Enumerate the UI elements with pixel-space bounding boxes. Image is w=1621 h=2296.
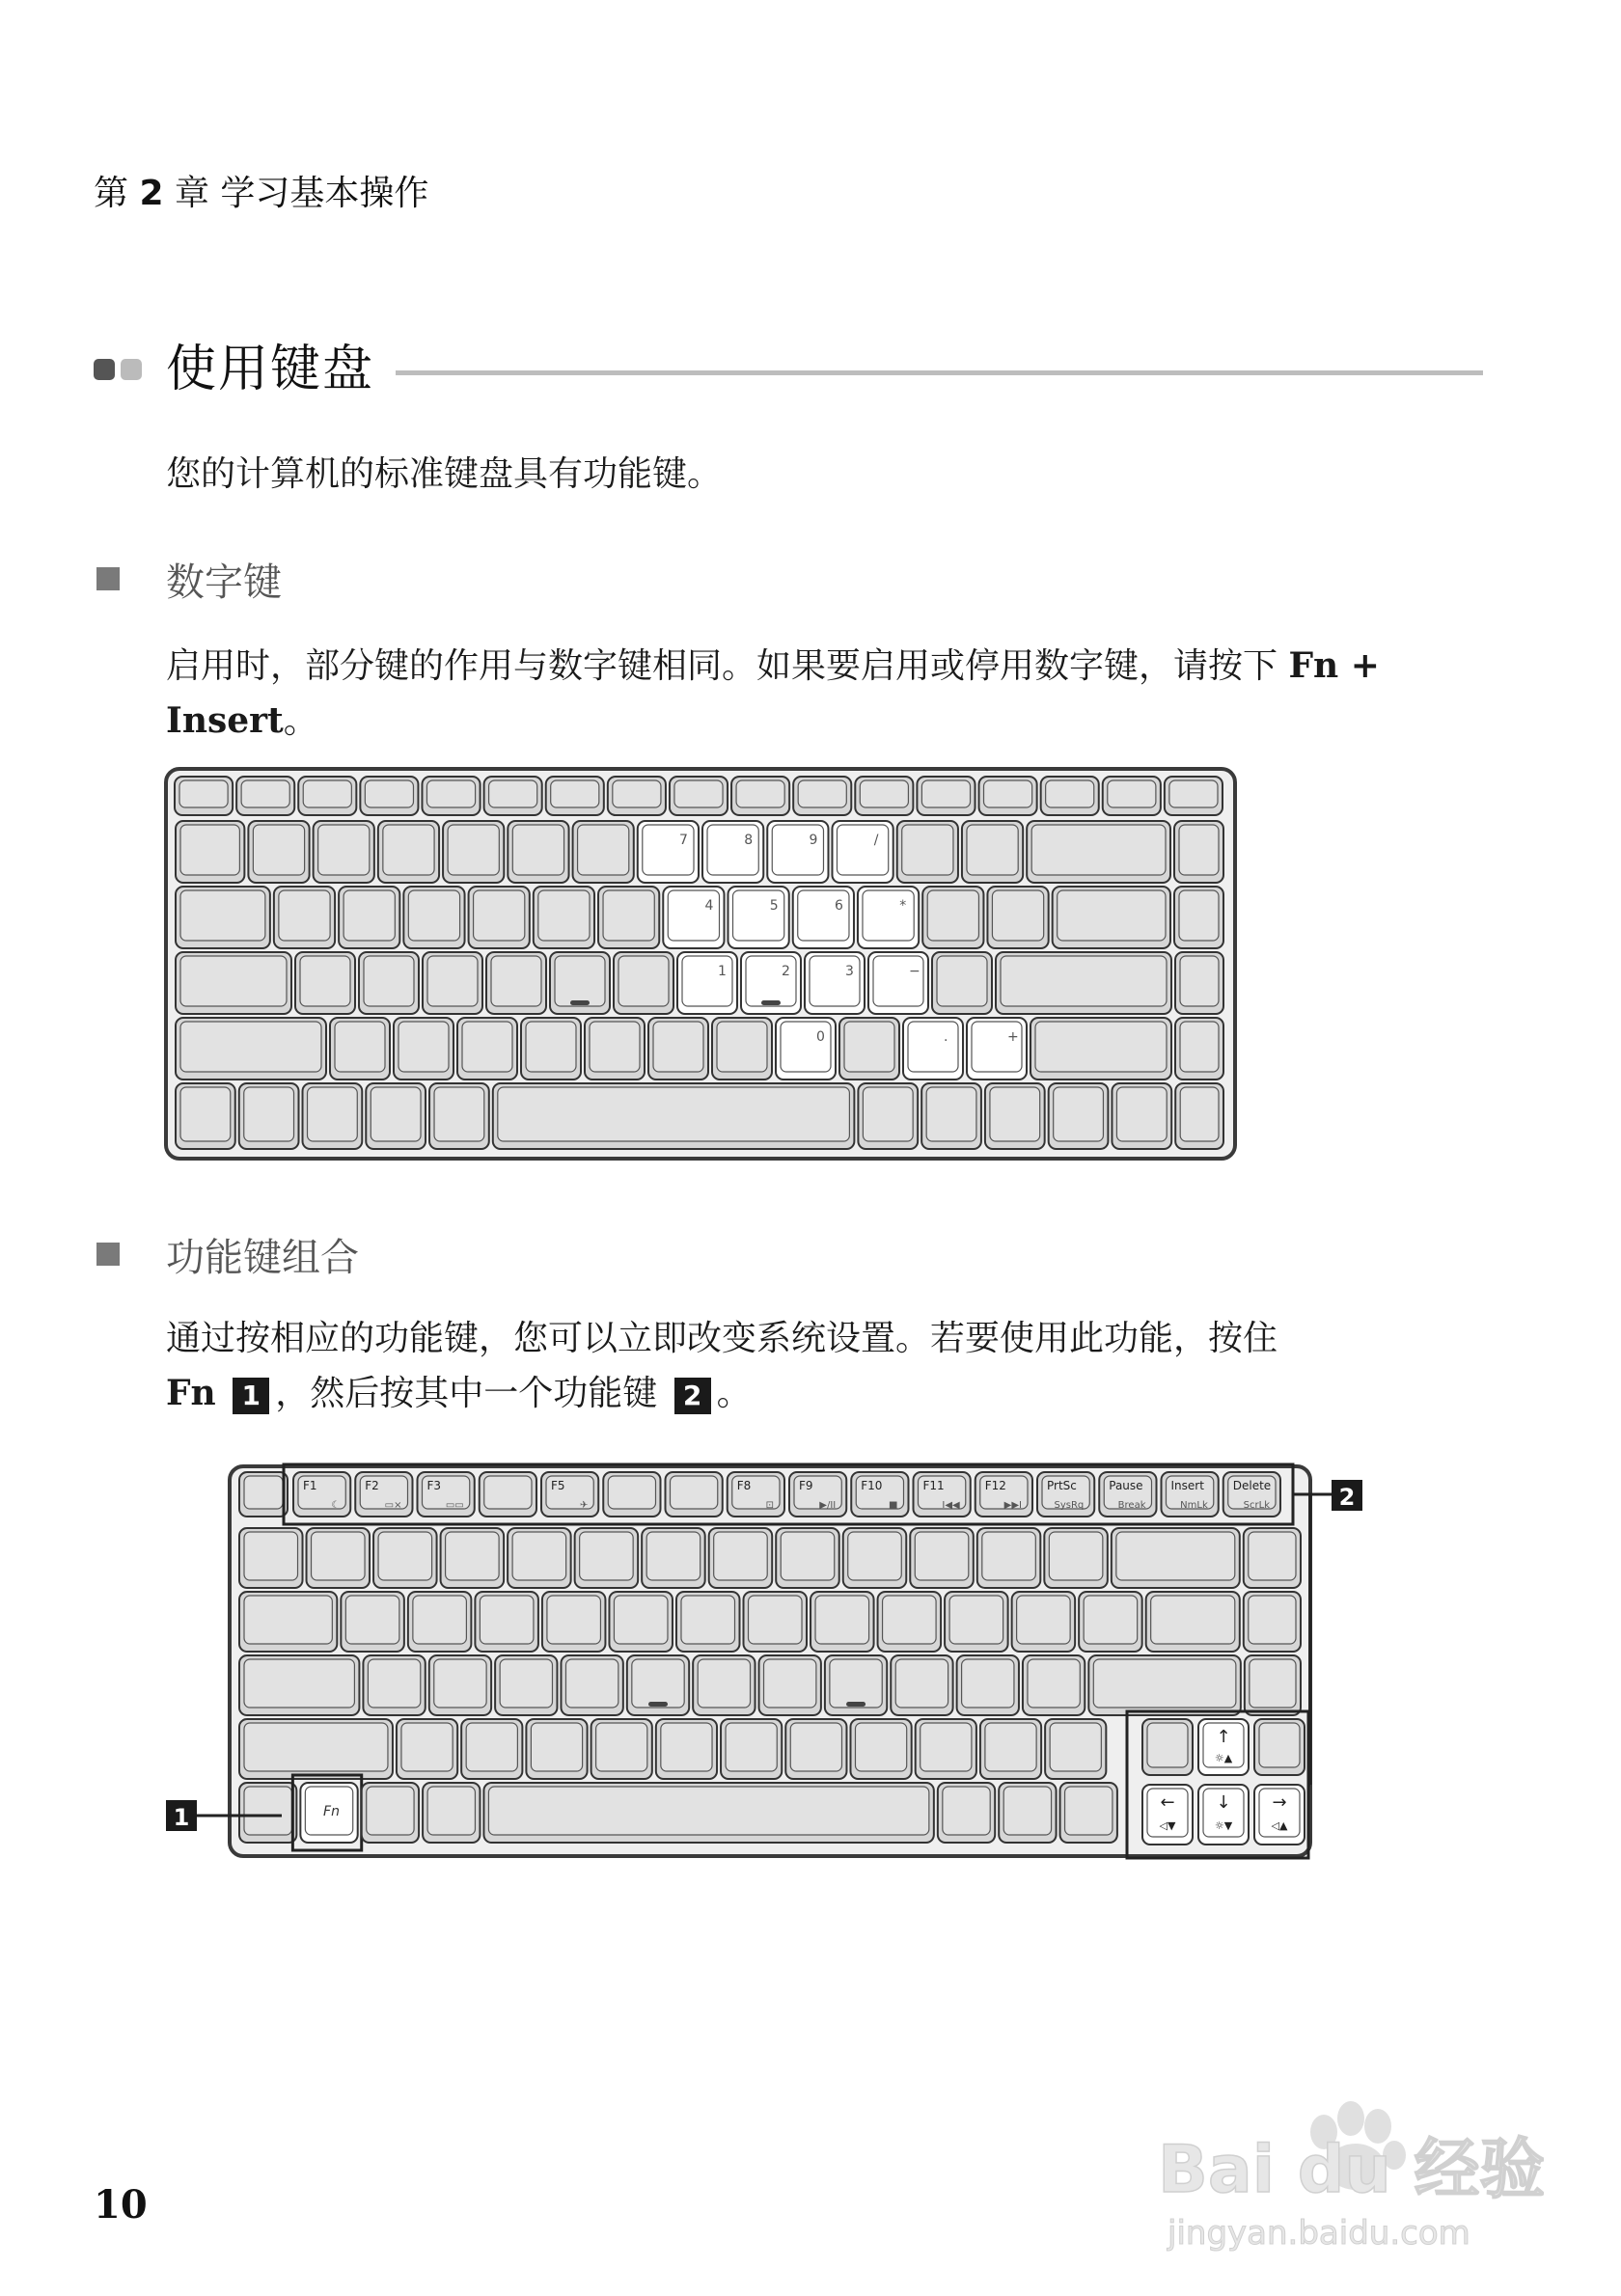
- key-cap: [1017, 1596, 1071, 1644]
- key-cap: [244, 1596, 332, 1644]
- key-cap: [614, 1596, 668, 1644]
- arrow-down-icon: ↓: [1216, 1792, 1231, 1813]
- key-cap: [1116, 1532, 1235, 1580]
- fkey-cap: [426, 780, 475, 807]
- key-cap: [962, 1659, 1014, 1708]
- key-cap: [698, 1659, 750, 1708]
- key-cap: [462, 1022, 512, 1072]
- key-cap: [538, 890, 590, 941]
- key-cap: [244, 1087, 294, 1141]
- numpad-key-label: +: [1007, 1029, 1019, 1045]
- key-cap: [764, 1659, 816, 1708]
- volume-up-icon: ◁▲: [1271, 1819, 1288, 1832]
- numpad-keyboard-diagram: [164, 767, 1237, 1161]
- chapter-prefix: 第: [94, 174, 140, 213]
- key-cap: [491, 956, 541, 1006]
- key-cap: [300, 956, 350, 1006]
- key-cap: [830, 1659, 882, 1708]
- key-cap: [244, 1723, 388, 1771]
- key-cap: [646, 1532, 701, 1580]
- fncombo-desc-end: 。: [716, 1374, 752, 1413]
- key-cap: [943, 1787, 990, 1835]
- fkey-cap: [798, 780, 846, 807]
- fncombo-desc-text: 通过按相应的功能键，您可以立即改变系统设置。若要使用此功能，按住: [166, 1319, 1278, 1358]
- fkey-cap: [179, 780, 228, 807]
- key-cap: [531, 1723, 582, 1771]
- homing-bump: [761, 1000, 781, 1005]
- key-cap: [902, 825, 953, 875]
- key-cap: [448, 825, 499, 875]
- key-cap: [632, 1659, 684, 1708]
- key-cap: [1180, 1022, 1219, 1072]
- key-cap: [1180, 1087, 1219, 1141]
- fkey-sub-label: ■: [889, 1500, 898, 1511]
- arrow-up-icon: ↑: [1216, 1727, 1231, 1747]
- numpad-key-label: −: [909, 964, 920, 979]
- key-cap: [982, 1532, 1036, 1580]
- key-cap: [446, 1532, 500, 1580]
- key-cap: [990, 1087, 1040, 1141]
- key-cap: [413, 1596, 467, 1644]
- key-cap: [1179, 825, 1219, 875]
- key-cap: [383, 825, 434, 875]
- fkey-cap: [551, 780, 599, 807]
- fkey-sub-label: ▶▶I: [1003, 1500, 1022, 1511]
- fncombo-desc-fn: Fn: [166, 1373, 216, 1413]
- key-cap: [790, 1723, 841, 1771]
- section-dots-icon: [94, 359, 148, 380]
- key-cap: [985, 1723, 1036, 1771]
- key-cap: [512, 825, 563, 875]
- fkey-cap: [1046, 780, 1094, 807]
- numpad-key-label: 0: [816, 1029, 825, 1045]
- key-cap: [180, 1087, 231, 1141]
- fn-key-label: Fn: [323, 1804, 340, 1819]
- key-cap: [547, 1596, 601, 1644]
- fkey-label: Pause: [1109, 1479, 1143, 1492]
- numpad-desc-fn: Fn +: [1288, 645, 1380, 686]
- fkey-label: F10: [861, 1479, 883, 1492]
- numpad-key-label: 5: [769, 898, 779, 914]
- key-cap: [681, 1596, 735, 1644]
- key-cap: [498, 1087, 850, 1141]
- key-cap: [180, 1022, 321, 1072]
- chapter-title: 章 学习基本操作: [163, 174, 429, 213]
- key-cap: [244, 1787, 291, 1835]
- numpad-key-label: /: [873, 833, 879, 848]
- key-cap: [335, 1022, 385, 1072]
- key-cap: [661, 1723, 712, 1771]
- badge-1: 1: [233, 1378, 269, 1414]
- key-cap: [1249, 1596, 1296, 1644]
- fkey-cap: [241, 780, 289, 807]
- key-cap: [480, 1596, 534, 1644]
- key-cap: [364, 956, 414, 1006]
- key-cap: [653, 1022, 703, 1072]
- key-cap: [618, 956, 669, 1006]
- brightness-down-icon: ☼▼: [1214, 1819, 1233, 1832]
- key-cap: [717, 1022, 767, 1072]
- key-cap: [1054, 1087, 1104, 1141]
- key-cap: [555, 956, 605, 1006]
- key-cap: [345, 1596, 399, 1644]
- numpad-key-label: .: [944, 1029, 948, 1045]
- numpad-key-label: *: [899, 898, 907, 914]
- callout-1-number: 1: [173, 1804, 190, 1831]
- key-cap: [1028, 1659, 1080, 1708]
- key-cap: [244, 1659, 354, 1708]
- key-cap: [992, 890, 1043, 941]
- numpad-key-label: 3: [845, 964, 854, 979]
- homing-bump: [570, 1000, 590, 1005]
- key-cap: [565, 1659, 618, 1708]
- watermark-brand: Bai du 经验: [1158, 2132, 1544, 2208]
- key-cap: [1003, 1787, 1051, 1835]
- key-cap: [967, 825, 1018, 875]
- key-cap: [512, 1532, 566, 1580]
- key-cap: [488, 1787, 928, 1835]
- fkey-cap: [484, 1476, 532, 1509]
- fkey-label: F8: [736, 1479, 752, 1492]
- key-cap: [1050, 1723, 1101, 1771]
- page-number: 10: [94, 2182, 148, 2228]
- fkey-cap: [489, 780, 537, 807]
- key-cap: [367, 1787, 414, 1835]
- numpad-key-cap: [863, 890, 914, 941]
- key-cap: [180, 890, 265, 941]
- intro-paragraph: 您的计算机的标准键盘具有功能键。: [166, 454, 723, 494]
- key-cap: [1093, 1659, 1236, 1708]
- numpad-desc-end: 。: [283, 701, 318, 741]
- key-cap: [401, 1723, 453, 1771]
- key-cap: [1259, 1723, 1300, 1767]
- fkey-cap: [736, 780, 784, 807]
- key-cap: [1084, 1596, 1138, 1644]
- numpad-key-label: 8: [744, 833, 754, 848]
- fkey-cap: [608, 1476, 655, 1509]
- fkey-cap: [984, 780, 1032, 807]
- fkey-label: Insert: [1170, 1479, 1204, 1492]
- numpad-key-label: 7: [679, 833, 688, 848]
- fkey-cap: [860, 780, 908, 807]
- key-cap: [844, 1022, 894, 1072]
- numpad-key-cap: [908, 1022, 958, 1072]
- key-cap: [427, 956, 478, 1006]
- key-cap: [368, 1659, 420, 1708]
- key-cap: [312, 1532, 366, 1580]
- fkey-cap: [1169, 780, 1218, 807]
- arrow-right-icon: →: [1272, 1792, 1287, 1813]
- dot-light: [121, 359, 142, 380]
- fkey-sub-label: ▭▭: [445, 1500, 464, 1511]
- key-cap: [253, 825, 304, 875]
- key-cap: [408, 890, 459, 941]
- arrow-left-icon: ←: [1160, 1792, 1175, 1813]
- brightness-up-icon: ☼▲: [1214, 1752, 1233, 1764]
- key-cap: [726, 1723, 777, 1771]
- key-cap: [863, 1087, 913, 1141]
- key-cap: [466, 1723, 517, 1771]
- numpad-key-label: 2: [782, 964, 790, 979]
- key-cap: [926, 1087, 976, 1141]
- key-cap: [1031, 825, 1166, 875]
- key-cap: [855, 1723, 906, 1771]
- fkey-sub-label: ⊡: [765, 1500, 774, 1511]
- dot-dark: [94, 359, 115, 380]
- key-cap: [308, 1087, 358, 1141]
- numpad-desc-text: 启用时，部分键的作用与数字键相同。如果要启用或停用数字键，请按下: [166, 646, 1289, 686]
- fkey-label: F11: [922, 1479, 945, 1492]
- fkey-cap: [671, 1476, 718, 1509]
- key-cap: [434, 1659, 486, 1708]
- numpad-title: 数字键: [166, 560, 282, 605]
- watermark-url: jingyan.baidu.com: [1168, 2214, 1470, 2253]
- fkey-label: F9: [799, 1479, 813, 1492]
- key-cap: [920, 1723, 972, 1771]
- volume-down-icon: ◁▼: [1159, 1819, 1176, 1832]
- fkey-label: F1: [303, 1479, 317, 1492]
- numpad-key-cap: [837, 825, 888, 875]
- fkey-sub-label: NmLk: [1180, 1500, 1208, 1511]
- bullet-square-icon: [96, 567, 120, 590]
- key-cap: [603, 890, 654, 941]
- section-title: 使用键盘: [166, 341, 375, 398]
- key-cap: [580, 1532, 634, 1580]
- numpad-desc-insert: Insert: [166, 700, 284, 741]
- fkey-sub-label: ☾: [331, 1500, 341, 1511]
- key-cap: [848, 1532, 902, 1580]
- key-cap: [949, 1596, 1003, 1644]
- key-cap: [1058, 890, 1166, 941]
- callout-2-number: 2: [1338, 1484, 1356, 1511]
- key-cap: [781, 1532, 835, 1580]
- key-cap: [180, 956, 287, 1006]
- key-cap: [1035, 1022, 1167, 1072]
- fkey-cap: [613, 780, 661, 807]
- key-cap: [815, 1596, 869, 1644]
- key-cap: [937, 956, 987, 1006]
- numpad-description: [166, 639, 1497, 749]
- fkey-sub-label: ▭×: [384, 1500, 402, 1511]
- section-rule: [396, 370, 1483, 375]
- key-cap: [590, 1022, 640, 1072]
- baidu-watermark: [1158, 2072, 1544, 2255]
- key-cap: [180, 825, 239, 875]
- key-cap: [915, 1532, 969, 1580]
- fncombo-desc-mid: ，然后按其中一个功能键: [275, 1374, 658, 1413]
- fkey-label: F2: [365, 1479, 379, 1492]
- fkey-label: PrtSc: [1047, 1479, 1077, 1492]
- numpad-key-label: 9: [809, 833, 818, 848]
- badge-2: 2: [674, 1378, 711, 1414]
- key-cap: [1249, 1532, 1296, 1580]
- key-cap: [318, 825, 370, 875]
- key-cap: [434, 1087, 484, 1141]
- fkey-cap: [674, 780, 723, 807]
- bullet-square-icon: [96, 1243, 120, 1266]
- fkey-label: F5: [551, 1479, 565, 1492]
- key-cap: [578, 825, 629, 875]
- key-cap: [1179, 890, 1219, 941]
- key-cap: [244, 1476, 283, 1509]
- key-cap: [714, 1532, 768, 1580]
- key-cap: [244, 1532, 298, 1580]
- fncombo-description: [166, 1312, 1497, 1421]
- numpad-key-label: 4: [704, 898, 714, 914]
- key-cap: [1065, 1787, 1113, 1835]
- fncombo-title: 功能键组合: [166, 1236, 359, 1280]
- fkey-sub-label: I◀◀: [942, 1500, 960, 1511]
- fkey-label: Delete: [1232, 1479, 1272, 1492]
- fn-keyboard-diagram: [162, 1447, 1397, 1862]
- key-cap: [1151, 1596, 1235, 1644]
- fkey-sub-label: ✈: [579, 1500, 589, 1511]
- key-cap: [378, 1532, 432, 1580]
- key-cap: [474, 890, 525, 941]
- key-cap: [427, 1787, 475, 1835]
- fkey-label: F3: [426, 1479, 442, 1492]
- homing-bump: [846, 1702, 865, 1707]
- key-cap: [526, 1022, 576, 1072]
- key-cap: [1116, 1087, 1167, 1141]
- key-cap: [883, 1596, 937, 1644]
- fkey-sub-label: SysRq: [1054, 1500, 1085, 1511]
- numpad-key-label: 6: [834, 898, 843, 914]
- key-cap: [1001, 956, 1167, 1006]
- homing-bump: [648, 1702, 668, 1707]
- fkey-cap: [303, 780, 351, 807]
- fkey-sub-label: ▶/II: [819, 1500, 837, 1511]
- key-cap: [895, 1659, 948, 1708]
- key-cap: [1250, 1659, 1296, 1708]
- key-cap: [596, 1723, 647, 1771]
- fkey-sub-label: Break: [1117, 1500, 1146, 1511]
- key-cap: [398, 1022, 449, 1072]
- chapter-number: 2: [139, 174, 164, 213]
- key-cap: [927, 890, 978, 941]
- chapter-header: [94, 166, 428, 215]
- key-cap: [371, 1087, 421, 1141]
- fkey-cap: [921, 780, 970, 807]
- key-cap: [749, 1596, 803, 1644]
- key-cap: [500, 1659, 552, 1708]
- fkey-label: F12: [984, 1479, 1006, 1492]
- key-cap: [1049, 1532, 1103, 1580]
- fkey-sub-label: ScrLk: [1243, 1500, 1270, 1511]
- numpad-key-label: 1: [718, 964, 727, 979]
- fkey-cap: [1108, 780, 1156, 807]
- key-cap: [279, 890, 330, 941]
- key-cap: [1147, 1723, 1188, 1767]
- key-cap: [343, 890, 395, 941]
- key-cap: [1180, 956, 1219, 1006]
- fkey-cap: [365, 780, 413, 807]
- section-heading: [94, 338, 1483, 405]
